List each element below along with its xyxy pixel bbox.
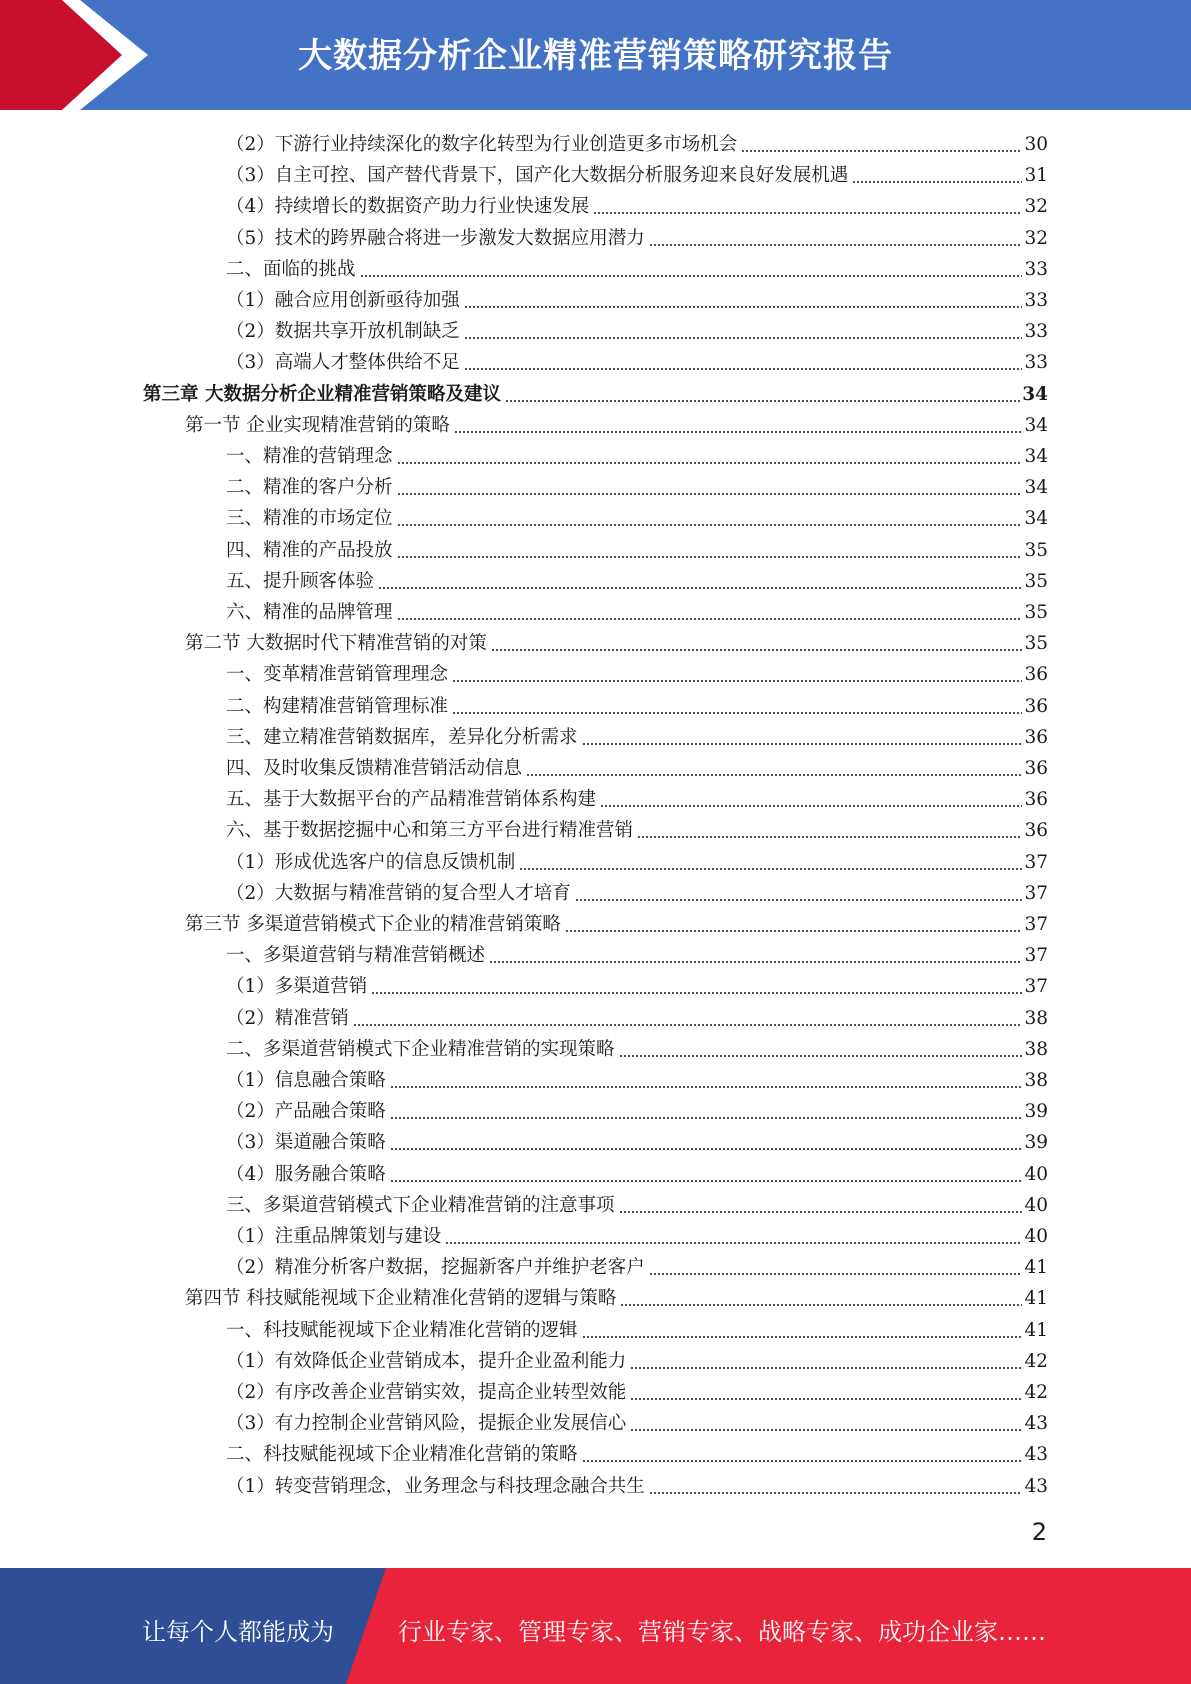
toc-entry-page: 35 [1024, 602, 1048, 623]
toc-entry-title: （4）服务融合策略 [226, 1163, 386, 1185]
toc-entry-page: 37 [1024, 914, 1048, 935]
toc-dot-leader [619, 1211, 1023, 1213]
toc-entry-title: 三、多渠道营销模式下企业精准营销的注意事项 [226, 1194, 615, 1216]
toc-entry-title: 二、面临的挑战 [226, 258, 356, 280]
toc-entry-page: 36 [1024, 726, 1048, 748]
toc-dot-leader [649, 244, 1023, 246]
toc-entry-title: （1）信息融合策略 [226, 1070, 386, 1091]
footer-banner [0, 1568, 1191, 1684]
toc-entry-title: （2）数据共享开放机制缺乏 [226, 321, 460, 343]
toc-entry-page: 43 [1024, 1413, 1048, 1435]
toc-entry[interactable] [185, 626, 1048, 657]
toc-entry-page: 42 [1024, 1382, 1048, 1403]
toc-dot-leader [741, 150, 1022, 152]
toc-entry-title: 一、变革精准营销管理理念 [226, 664, 449, 686]
toc-entry[interactable] [226, 314, 1048, 345]
toc-dot-leader [445, 1242, 1022, 1244]
toc-entry-title: （1）转变营销理念，业务理念与科技理念融合共生 [226, 1475, 645, 1497]
toc-entry-title: （2）下游行业持续深化的数字化转型为行业创造更多市场机会 [226, 134, 738, 155]
toc-entry-page: 43 [1024, 1475, 1048, 1497]
toc-entry-page: 38 [1024, 1007, 1048, 1029]
toc-entry[interactable] [226, 1001, 1048, 1032]
toc-entry-title: 五、基于大数据平台的产品精准营销体系构建 [226, 789, 597, 811]
toc-entry-title: （2）精准营销 [226, 1007, 349, 1029]
toc-dot-leader [582, 743, 1023, 745]
toc-entry-title: （1）有效降低企业营销成本，提升企业盈利能力 [226, 1350, 627, 1372]
toc-entry-title: （1）融合应用创新亟待加强 [226, 290, 460, 311]
toc-entry-title: （3）自主可控、国产替代背景下，国产化大数据分析服务迎来良好发展机遇 [226, 165, 849, 187]
toc-dot-leader [489, 961, 1022, 963]
toc-dot-leader [582, 1460, 1023, 1462]
toc-entry[interactable] [226, 1157, 1048, 1188]
toc-entry-title: 三、精准的市场定位 [226, 508, 393, 530]
toc-entry[interactable] [226, 501, 1048, 532]
toc-entry[interactable] [226, 876, 1048, 907]
footer-roles: 行业专家、管理专家、营销专家、战略专家、成功企业家…… [398, 1618, 1046, 1646]
toc-entry-title: （1）注重品牌策划与建设 [226, 1226, 442, 1247]
toc-entry[interactable] [226, 189, 1048, 220]
toc-entry[interactable] [226, 564, 1048, 595]
toc-entry[interactable] [226, 1250, 1048, 1281]
toc-dot-leader [371, 992, 1022, 994]
toc-entry[interactable] [226, 595, 1048, 626]
toc-dot-leader [397, 493, 1023, 495]
toc-entry[interactable] [226, 751, 1048, 782]
toc-entry-title: 四、及时收集反馈精准营销活动信息 [226, 758, 523, 779]
toc-entry[interactable] [226, 845, 1048, 876]
toc-entry[interactable] [226, 1437, 1048, 1468]
toc-entry-title: （3）渠道融合策略 [226, 1132, 386, 1154]
toc-entry-page: 34 [1024, 477, 1048, 499]
toc-entry-page: 41 [1024, 1288, 1048, 1310]
toc-dot-leader [397, 618, 1023, 620]
toc-entry[interactable] [226, 158, 1048, 189]
toc-entry-title: 第三章 大数据分析企业精准营销策略及建议 [143, 383, 501, 405]
toc-dot-leader [649, 1492, 1023, 1494]
toc-entry-page: 42 [1024, 1350, 1048, 1372]
toc-dot-leader [464, 306, 1023, 308]
toc-entry-title: 六、精准的品牌管理 [226, 602, 393, 623]
toc-entry-title: （2）大数据与精准营销的复合型人才培育 [226, 882, 571, 904]
toc-dot-leader [526, 774, 1022, 776]
toc-entry[interactable] [226, 1188, 1048, 1219]
toc-entry[interactable] [226, 938, 1048, 969]
toc-dot-leader [491, 649, 1023, 651]
toc-entry[interactable] [226, 1313, 1048, 1344]
toc-entry[interactable] [226, 283, 1048, 314]
toc-entry[interactable] [226, 1469, 1048, 1500]
toc-dot-leader [620, 1304, 1022, 1306]
toc-dot-leader [630, 1367, 1022, 1369]
toc-entry[interactable] [226, 127, 1048, 158]
toc-entry-title: 二、构建精准营销管理标准 [226, 695, 449, 717]
toc-entry-title: 二、精准的客户分析 [226, 477, 393, 499]
toc-entry-page: 38 [1024, 1038, 1048, 1060]
toc-entry-title: 第二节 大数据时代下精准营销的对策 [185, 633, 487, 655]
toc-entry[interactable] [226, 221, 1048, 252]
toc-entry-page: 32 [1024, 227, 1048, 249]
toc-entry-page: 33 [1024, 258, 1048, 280]
toc-dot-leader [397, 524, 1023, 526]
toc-entry-page: 36 [1024, 820, 1048, 842]
toc-entry[interactable] [185, 408, 1048, 439]
toc-entry[interactable] [226, 1032, 1048, 1063]
toc-entry-page: 39 [1024, 1101, 1048, 1123]
toc-entry[interactable] [226, 533, 1048, 564]
toc-entry-page: 33 [1024, 290, 1048, 311]
toc-entry-title: 三、建立精准营销数据库，差异化分析需求 [226, 726, 578, 748]
toc-entry[interactable] [226, 470, 1048, 501]
toc-entry-title: （1）形成优选客户的信息反馈机制 [226, 851, 516, 873]
toc-dot-leader [582, 1336, 1023, 1338]
toc-entry-title: （3）有力控制企业营销风险，提振企业发展信心 [226, 1413, 627, 1435]
toc-entry-page: 43 [1024, 1444, 1048, 1466]
toc-dot-leader [600, 805, 1022, 807]
toc-entry[interactable] [226, 657, 1048, 688]
toc-entry-page: 37 [1024, 882, 1048, 904]
toc-entry-page: 33 [1024, 352, 1048, 374]
toc-entry-page: 36 [1024, 758, 1048, 779]
toc-dot-leader [378, 587, 1022, 589]
toc-entry-title: 四、精准的产品投放 [226, 539, 393, 561]
toc-entry-page: 37 [1024, 976, 1048, 998]
toc-dot-leader [397, 462, 1023, 464]
toc-entry-page: 34 [1022, 383, 1048, 405]
toc-dot-leader [519, 868, 1022, 870]
toc-entry[interactable] [226, 1344, 1048, 1375]
toc-entry-page: 35 [1024, 539, 1048, 561]
toc-entry-title: （4）持续增长的数据资产助力行业快速发展 [226, 196, 590, 218]
toc-dot-leader [353, 1024, 1023, 1026]
toc-dot-leader [360, 275, 1023, 277]
toc-entry-page: 35 [1024, 570, 1048, 592]
toc-entry-page: 37 [1024, 945, 1048, 967]
toc-entry-page: 41 [1024, 1319, 1048, 1341]
toc-entry[interactable] [143, 377, 1048, 408]
page-number: 2 [1031, 1518, 1047, 1546]
toc-entry-page: 41 [1024, 1257, 1048, 1279]
toc-dot-leader [619, 1055, 1023, 1057]
toc-dot-leader [630, 1429, 1022, 1431]
toc-entry-title: 二、多渠道营销模式下企业精准营销的实现策略 [226, 1038, 615, 1060]
toc-entry-page: 30 [1024, 134, 1048, 155]
toc-entry[interactable] [226, 345, 1048, 376]
toc-entry[interactable] [226, 1219, 1048, 1250]
toc-dot-leader [390, 1148, 1023, 1150]
toc-entry-title: （5）技术的跨界融合将进一步激发大数据应用潜力 [226, 227, 645, 249]
toc-entry[interactable] [226, 969, 1048, 1000]
toc-entry-title: 二、科技赋能视域下企业精准化营销的策略 [226, 1444, 578, 1466]
toc-entry[interactable] [226, 1094, 1048, 1125]
toc-entry[interactable] [226, 252, 1048, 283]
toc-dot-leader [575, 899, 1023, 901]
toc-entry-page: 34 [1024, 446, 1048, 467]
toc-entry[interactable] [226, 720, 1048, 751]
toc-entry-page: 34 [1024, 508, 1048, 530]
toc-dot-leader [852, 181, 1022, 183]
toc-dot-leader [637, 836, 1022, 838]
toc-entry[interactable] [226, 689, 1048, 720]
toc-entry-title: （2）精准分析客户数据，挖掘新客户并维护老客户 [226, 1257, 645, 1279]
toc-entry-title: （3）高端人才整体供给不足 [226, 352, 460, 374]
toc-entry-title: 第三节 多渠道营销模式下企业的精准营销策略 [185, 914, 561, 935]
toc-entry[interactable] [226, 782, 1048, 813]
toc-dot-leader [649, 1273, 1023, 1275]
toc-entry-page: 37 [1024, 851, 1048, 873]
toc-dot-leader [505, 400, 1020, 402]
toc-entry-page: 36 [1024, 695, 1048, 717]
toc-dot-leader [630, 1398, 1022, 1400]
toc-entry[interactable] [185, 1281, 1048, 1312]
toc-dot-leader [464, 368, 1023, 370]
footer-slogan: 让每个人都能成为 [142, 1618, 334, 1646]
toc-entry[interactable] [226, 1063, 1048, 1094]
toc-entry-title: 一、多渠道营销与精准营销概述 [226, 945, 486, 967]
toc-entry[interactable] [226, 1125, 1048, 1156]
toc-entry-page: 39 [1024, 1132, 1048, 1154]
toc-entry-page: 38 [1024, 1070, 1048, 1091]
toc-entry-page: 32 [1024, 196, 1048, 218]
toc-dot-leader [397, 556, 1023, 558]
toc-entry-title: 一、精准的营销理念 [226, 446, 393, 467]
toc-entry-title: （2）有序改善企业营销实效，提高企业转型效能 [226, 1382, 627, 1403]
toc-entry-page: 40 [1024, 1163, 1048, 1185]
toc-dot-leader [454, 431, 1023, 433]
toc-entry[interactable] [226, 1375, 1048, 1406]
toc-entry-page: 35 [1024, 633, 1048, 655]
toc-entry[interactable] [185, 907, 1048, 938]
toc-entry-title: （1）多渠道营销 [226, 976, 368, 998]
toc-entry-page: 36 [1024, 664, 1048, 686]
report-title: 大数据分析企业精准营销策略研究报告 [298, 36, 893, 76]
toc-entry-title: 六、基于数据挖掘中心和第三方平台进行精准营销 [226, 820, 634, 842]
toc-dot-leader [390, 1180, 1023, 1182]
toc-entry[interactable] [226, 813, 1048, 844]
toc-entry-page: 34 [1024, 414, 1048, 436]
toc-entry-page: 33 [1024, 321, 1048, 343]
toc-entry-title: 一、科技赋能视域下企业精准化营销的逻辑 [226, 1319, 578, 1341]
report-header [0, 0, 1191, 110]
toc-dot-leader [452, 680, 1022, 682]
toc-entry-title: （2）产品融合策略 [226, 1101, 386, 1123]
toc-entry-page: 31 [1024, 165, 1048, 187]
toc-entry-title: 五、提升顾客体验 [226, 570, 375, 592]
toc-entry-page: 40 [1024, 1194, 1048, 1216]
toc-dot-leader [390, 1086, 1023, 1088]
toc-dot-leader [390, 1117, 1023, 1119]
toc-dot-leader [464, 337, 1023, 339]
toc-entry[interactable] [226, 1406, 1048, 1437]
toc-dot-leader [452, 712, 1022, 714]
toc-entry-page: 36 [1024, 789, 1048, 811]
toc-entry-title: 第一节 企业实现精准营销的策略 [185, 414, 450, 436]
toc-dot-leader [565, 930, 1023, 932]
toc-dot-leader [593, 212, 1022, 214]
toc-entry-title: 第四节 科技赋能视域下企业精准化营销的逻辑与策略 [185, 1288, 617, 1310]
toc-entry-page: 40 [1024, 1226, 1048, 1247]
toc-entry[interactable] [226, 439, 1048, 470]
